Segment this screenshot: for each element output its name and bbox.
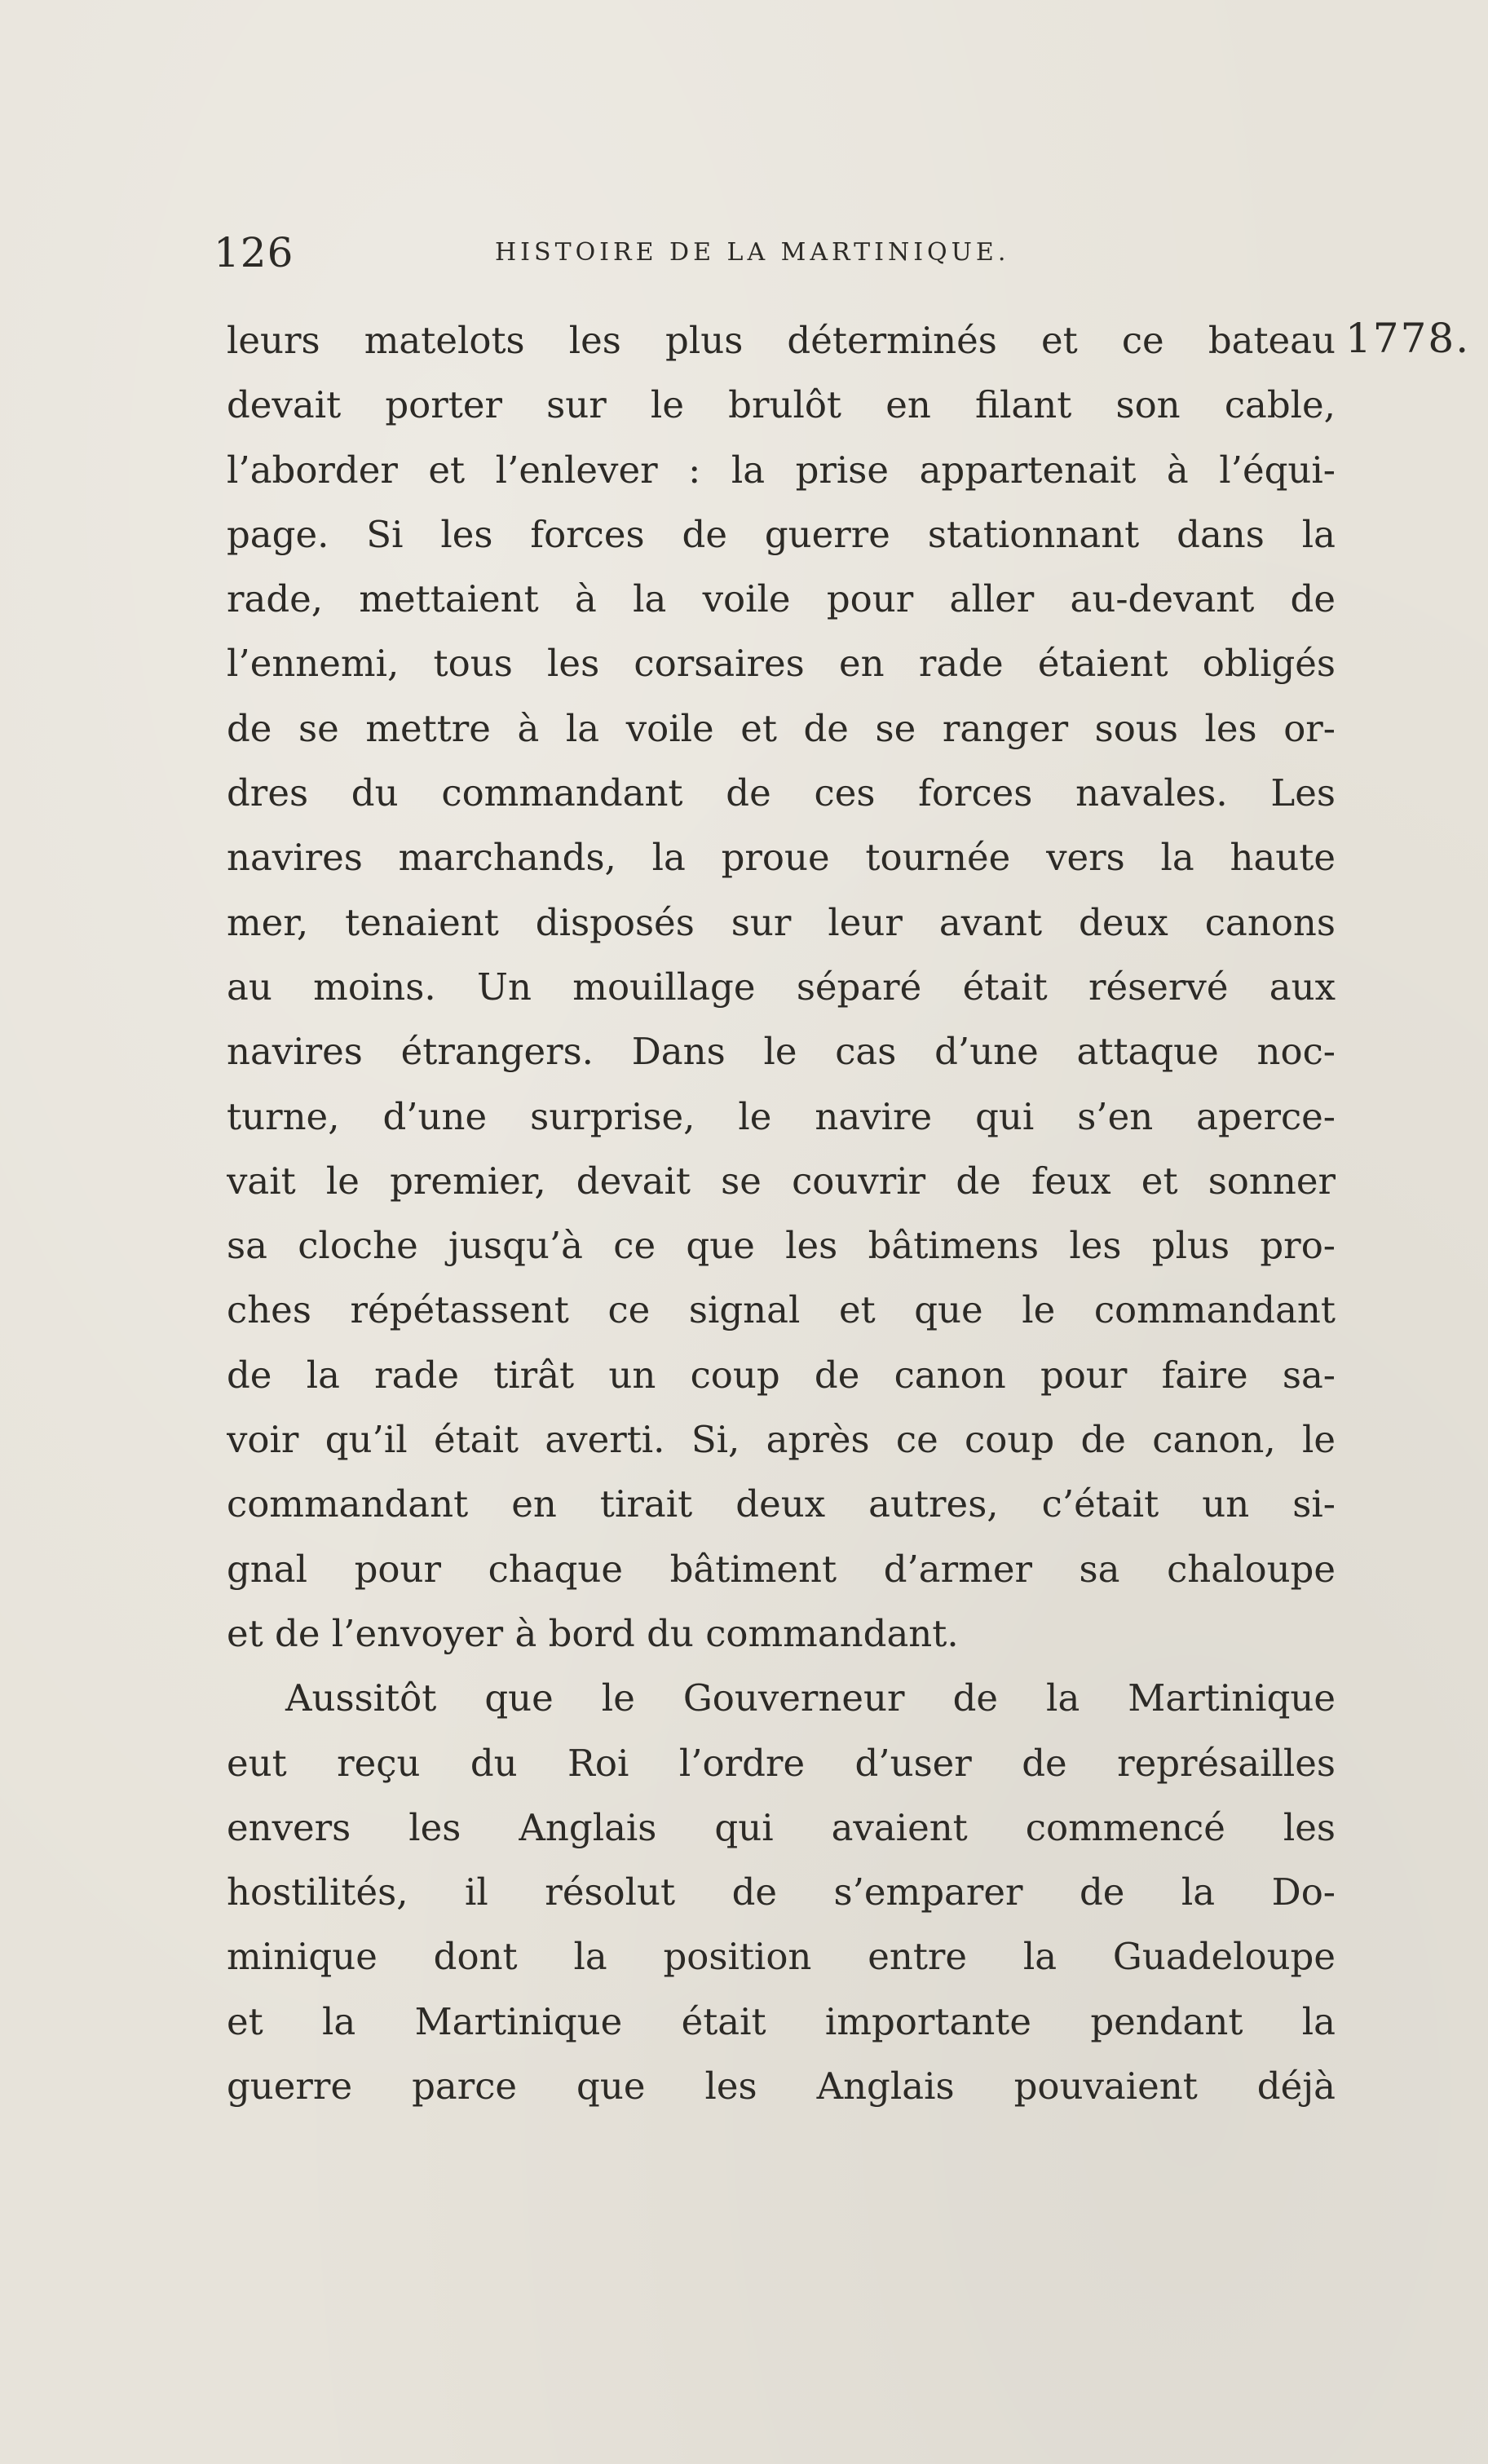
text-line: mer, tenaient disposés sur leur avant deux canons: [227, 900, 1336, 944]
text-line: de la rade tirât un coup de canon pour faire sa-: [227, 1353, 1336, 1397]
margin-year-note: 1778.: [1345, 315, 1471, 362]
text-line: dres du commandant de ces forces navales. Les: [227, 771, 1336, 815]
text-line: eut reçu du Roi l’ordre d’user de représailles: [227, 1741, 1336, 1785]
page-number: 126: [214, 229, 294, 276]
text-line: hostilités, il résolut de s’emparer de la Do-: [227, 1870, 1336, 1914]
text-line: l’ennemi, tous les corsaires en rade étaient obligés: [227, 642, 1336, 686]
text-line: devait porter sur le brulôt en filant son cable,: [227, 383, 1336, 427]
text-line: turne, d’une surprise, le navire qui s’en aperce-: [227, 1094, 1336, 1138]
text-line: gnal pour chaque bâtiment d’armer sa chaloupe: [227, 1547, 1336, 1591]
body-text: [227, 308, 1336, 2118]
text-line: commandant en tirait deux autres, c’était un si-: [227, 1482, 1336, 1526]
page-header: [214, 220, 1151, 285]
text-line: sa cloche jusqu’à ce que les bâtimens les plus pro-: [227, 1224, 1336, 1268]
text-line: ches répétassent ce signal et que le commandant: [227, 1288, 1336, 1332]
text-line: de se mettre à la voile et de se ranger sous les or-: [227, 706, 1336, 750]
text-line: leurs matelots les plus déterminés et ce bateau: [227, 319, 1336, 362]
text-line: navires étrangers. Dans le cas d’une attaque noc-: [227, 1030, 1336, 1074]
text-line: navires marchands, la proue tournée vers la haute: [227, 836, 1336, 880]
text-line: voir qu’il était averti. Si, après ce coup de canon, le: [227, 1418, 1336, 1462]
text-line: vait le premier, devait se couvrir de feux et sonner: [227, 1159, 1336, 1203]
text-line: page. Si les forces de guerre stationnant dans la: [227, 512, 1336, 556]
paragraph-end-line: et de l’envoyer à bord du commandant.: [227, 1611, 959, 1655]
paragraph-start-line: Aussitôt que le Gouverneur de la Martinique: [285, 1676, 1336, 1720]
text-line: rade, mettaient à la voile pour aller au-devant de: [227, 577, 1336, 621]
text-line: guerre parce que les Anglais pouvaient déjà: [227, 2064, 1336, 2109]
text-line: au moins. Un mouillage séparé était réservé aux: [227, 965, 1336, 1009]
text-line: envers les Anglais qui avaient commencé les: [227, 1805, 1336, 1849]
text-line: l’aborder et l’enlever : la prise appartenait à l’équi-: [227, 448, 1336, 492]
text-line: minique dont la position entre la Guadeloupe: [227, 1935, 1336, 1979]
text-line: et la Martinique était importante pendant la: [227, 1999, 1336, 2043]
running-head: HISTOIRE DE LA MARTINIQUE.: [495, 238, 1010, 267]
